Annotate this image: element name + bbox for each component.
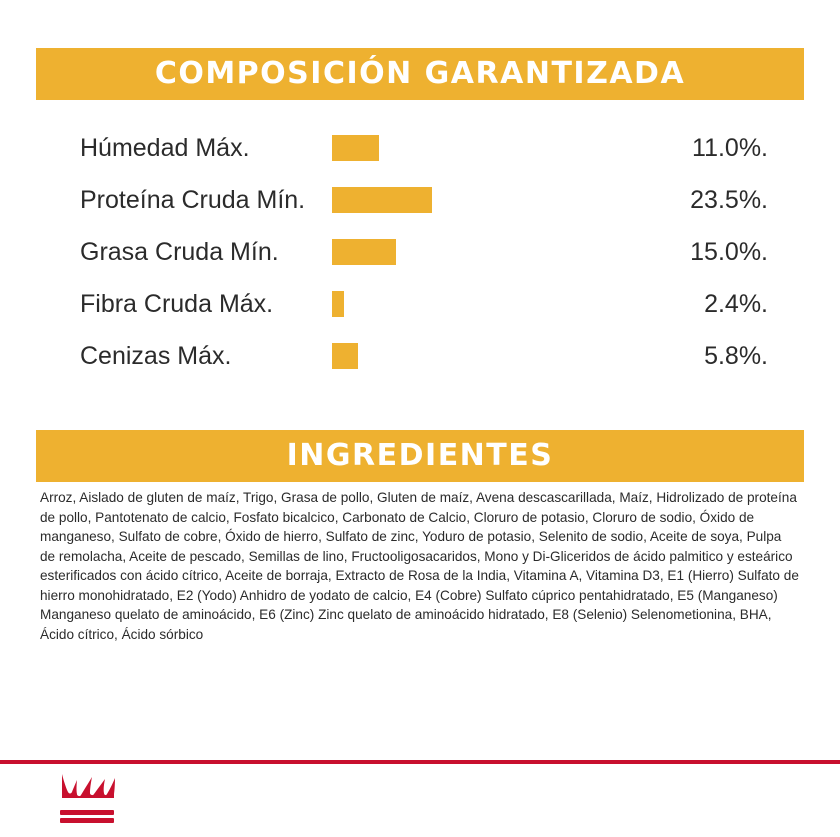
crown-logo: [56, 766, 128, 828]
composition-bar: [332, 239, 396, 265]
composition-value: 23.5%.: [690, 185, 768, 214]
composition-value: 11.0%.: [692, 133, 768, 162]
composition-table: [36, 122, 804, 382]
composition-bar-track: [332, 122, 662, 174]
composition-bar: [332, 187, 432, 213]
composition-bar-track: [332, 278, 662, 330]
composition-value: 15.0%.: [690, 237, 768, 266]
composition-label: Grasa Cruda Mín.: [80, 237, 279, 266]
composition-value: 2.4%.: [704, 289, 768, 318]
table-row: [36, 278, 804, 330]
composition-bar: [332, 291, 344, 317]
ingredients-banner: INGREDIENTES: [36, 430, 804, 482]
ingredients-body: Arroz, Aislado de gluten de maíz, Trigo, Grasa de pollo, Gluten de maíz, Avena descascarillada, Maíz, Hidrolizado de proteína de pollo, Pantotenato de calcio, Fosfato bicalcico, Carbonato de Calcio, Cloruro de potasio, Cloruro de sodio, Óxido de manganeso, Sulfato de cobre, Óxido de hierro, Sulfato de zinc, Yoduro de potasio, Selenito de sodio, Aceite de soya, Pulpa de remolacha, Aceite de pescado, Semillas de lino, Fructooligosacaridos, Mono y Di-Gliceridos de ácido palmitico y esteárico esterificados con ácido cítrico, Aceite de borraja, Extracto de Rosa de la India, Vitamina A, Vitamina D3, E1 (Hierro) Sulfato de hierro monohidratado, E2 (Yodo) Anhidro de yodato de calcio, E4 (Cobre) Sulfato cúprico pentahidratado, E5 (Manganeso) Manganeso quelato de aminoácido, E6 (Zinc) Zinc quelato de aminoácido hidratado, E8 (Selenio) Selenometionina, BHA, Ácido cítrico, Ácido sórbico: [40, 490, 799, 642]
composition-label: Fibra Cruda Máx.: [80, 289, 274, 318]
composition-bar-track: [332, 330, 662, 382]
table-row: [36, 330, 804, 382]
composition-bar: [332, 135, 379, 161]
composition-bar-track: [332, 226, 662, 278]
composition-label: Proteína Cruda Mín.: [80, 185, 306, 214]
composition-bar-track: [332, 174, 662, 226]
composition-banner: COMPOSICIÓN GARANTIZADA: [36, 48, 804, 100]
composition-bar: [332, 343, 358, 369]
composition-value: 5.8%.: [704, 341, 768, 370]
table-row: [36, 226, 804, 278]
footer-divider: [0, 760, 840, 764]
table-row: [36, 174, 804, 226]
composition-label: Cenizas Máx.: [80, 341, 232, 370]
composition-label: Húmedad Máx.: [80, 133, 250, 162]
table-row: [36, 122, 804, 174]
